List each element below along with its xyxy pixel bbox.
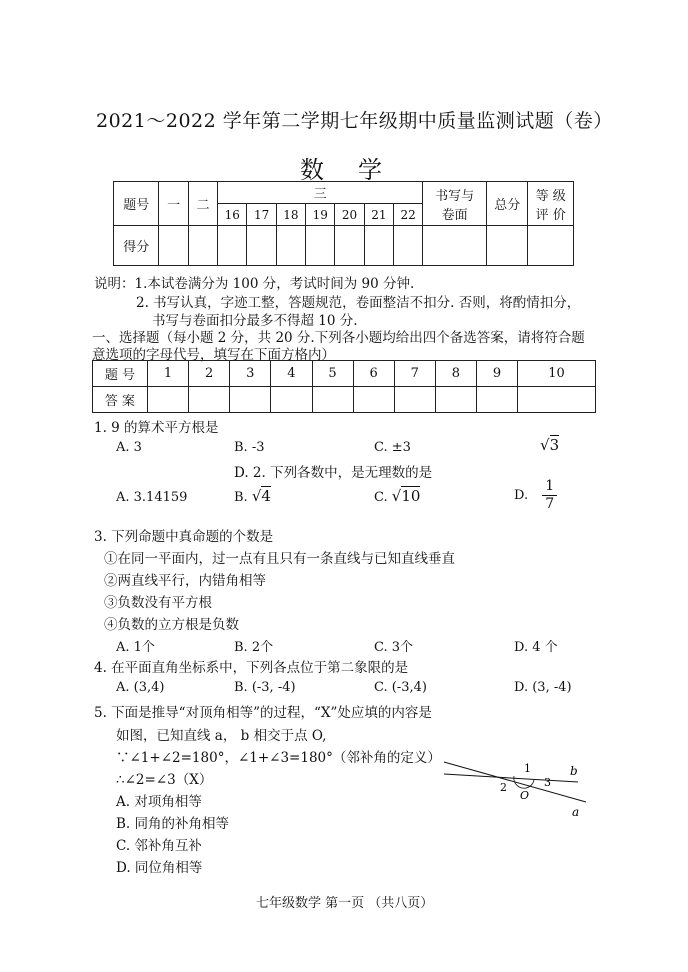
score-q16: 16 (218, 204, 247, 226)
q4-option-b: B. (-3, -4) (234, 680, 296, 695)
score-header-label: 题号 (114, 182, 159, 226)
q5-option-d: D. 同位角相等 (116, 860, 203, 876)
score-q21: 21 (364, 204, 393, 226)
answer-cell[interactable] (477, 387, 518, 413)
answer-cell[interactable] (148, 387, 189, 413)
q5-stem: 5. 下面是推导“对顶角相等”的过程，“X”处应填的内容是 (94, 705, 432, 721)
q5-line-2: ∵∠1+∠2=180°，∠1+∠3=180°（邻补角的定义） (116, 750, 441, 766)
q3-option-d: D. 4 个 (514, 640, 558, 655)
score-cell[interactable] (486, 226, 527, 266)
score-cell[interactable] (276, 226, 305, 266)
score-cell[interactable] (159, 226, 188, 266)
answer-cell[interactable] (271, 387, 312, 413)
q1-stem: 1. 9 的算术平方根是 (94, 420, 219, 436)
answer-cell[interactable] (312, 387, 353, 413)
score-cell[interactable] (247, 226, 276, 266)
score-header-section1: 一 (159, 182, 188, 226)
q3-item-3: ③负数没有平方根 (104, 595, 212, 611)
point-o-label: O (520, 789, 530, 802)
q5-line-3: ∴∠2=∠3（X） (116, 772, 213, 788)
q1-option-a: A. 3 (116, 440, 142, 455)
answer-table (92, 360, 596, 413)
q4-stem: 4. 在平面直角坐标系中，下列各点位于第二象限的是 (94, 660, 409, 676)
angle-2-label: 2 (500, 781, 507, 794)
q1-option-b: B. -3 (234, 440, 265, 455)
section1-instruction-2: 意选项的字母代号，填写在下面方格内） (92, 347, 335, 363)
q3-stem: 3. 下列命题中真命题的个数是 (94, 529, 274, 545)
q5-option-a: A. 对项角相等 (116, 794, 202, 810)
score-row-label: 得分 (114, 226, 159, 266)
score-q17: 17 (247, 204, 276, 226)
answer-row-label: 答 案 (93, 387, 148, 413)
score-q18: 18 (276, 204, 305, 226)
answer-number: 7 (394, 361, 435, 387)
answer-number: 4 (271, 361, 312, 387)
score-cell[interactable] (423, 226, 487, 266)
answer-number: 6 (353, 361, 394, 387)
score-header-total: 总分 (486, 182, 527, 226)
q1-option-c: C. ±3 (374, 440, 411, 455)
score-cell[interactable] (364, 226, 393, 266)
answer-number: 5 (312, 361, 353, 387)
q2-option-c: C. √10 (374, 487, 421, 505)
score-cell[interactable] (306, 226, 335, 266)
page-footer: 七年级数学 第一页 （共八页） (256, 896, 434, 911)
q5-option-b: B. 同角的补角相等 (116, 816, 230, 832)
answer-cell[interactable] (394, 387, 435, 413)
q5-option-c: C. 邻补角互补 (116, 838, 202, 854)
q3-item-4: ④负数的立方根是负数 (104, 617, 239, 633)
line-a-label: a (572, 805, 580, 819)
q3-option-a: A. 1个 (116, 640, 155, 655)
score-q19: 19 (306, 204, 335, 226)
answer-number: 9 (477, 361, 518, 387)
answer-cell[interactable] (189, 387, 230, 413)
q3-item-1: ①在同一平面内，过一点有且只有一条直线与已知直线垂直 (104, 551, 455, 567)
score-header-writing: 书写与 卷面 (423, 182, 487, 226)
q3-option-b: B. 2个 (234, 640, 274, 655)
score-cell[interactable] (188, 226, 217, 266)
line-b-label: b (570, 764, 578, 778)
answer-number: 3 (230, 361, 271, 387)
q2-option-d: D. $\frac{1}{7}$ (514, 478, 557, 513)
note-line-1: 说明：1.本试卷满分为 100 分，考试时间为 90 分钟. (94, 276, 415, 292)
score-q22: 22 (393, 204, 422, 226)
answer-number: 10 (518, 361, 596, 387)
q2-stem: D. 2. 下列各数中，是无理数的是 (234, 465, 433, 481)
score-header-section3: 三 (218, 182, 423, 204)
page-title: 2021～2022 学年第二学期七年级期中质量监测试题（卷） (96, 110, 613, 132)
answer-cell[interactable] (518, 387, 596, 413)
q4-option-c: C. (-3,4) (374, 680, 427, 695)
note-line-2: 2. 书写认真，字迹工整，答题规范，卷面整洁不扣分. 否则，将酌情扣分， (136, 295, 581, 311)
note-line-3: 书写与卷面扣分最多不得超 10 分. (152, 313, 358, 329)
q3-item-2: ②两直线平行，内错角相等 (104, 573, 266, 589)
q3-option-c: C. 3个 (374, 640, 414, 655)
score-cell[interactable] (528, 226, 574, 266)
angle-3-label: 3 (544, 776, 551, 789)
q2-option-b: B. √4 (234, 487, 271, 505)
answer-cell[interactable] (435, 387, 476, 413)
q2-option-a: A. 3.14159 (116, 490, 188, 505)
answer-header-label: 题 号 (93, 361, 148, 387)
score-cell[interactable] (393, 226, 422, 266)
score-cell[interactable] (218, 226, 247, 266)
angle-1-label: 1 (524, 762, 531, 775)
answer-cell[interactable] (230, 387, 271, 413)
q4-option-a: A. (3,4) (116, 680, 165, 695)
answer-number: 1 (148, 361, 189, 387)
answer-cell[interactable] (353, 387, 394, 413)
q5-line-1: 如图，已知直线 a， b 相交于点 O, (116, 728, 327, 744)
answer-number: 8 (435, 361, 476, 387)
q1-option-d: √3 (540, 436, 560, 454)
score-header-section2: 二 (188, 182, 217, 226)
score-header-grade: 等 级 评 价 (528, 182, 574, 226)
section1-instruction-1: 一、选择题（每小题 2 分，共 20 分.下列各小题均给出四个备选答案，请将符合题 (92, 330, 585, 346)
score-q20: 20 (335, 204, 364, 226)
q4-option-d: D. (3, -4) (514, 680, 572, 695)
subject-title: 数学 (300, 156, 416, 184)
score-cell[interactable] (335, 226, 364, 266)
answer-number: 2 (189, 361, 230, 387)
score-table (113, 181, 574, 266)
intersecting-lines-figure (440, 758, 590, 822)
